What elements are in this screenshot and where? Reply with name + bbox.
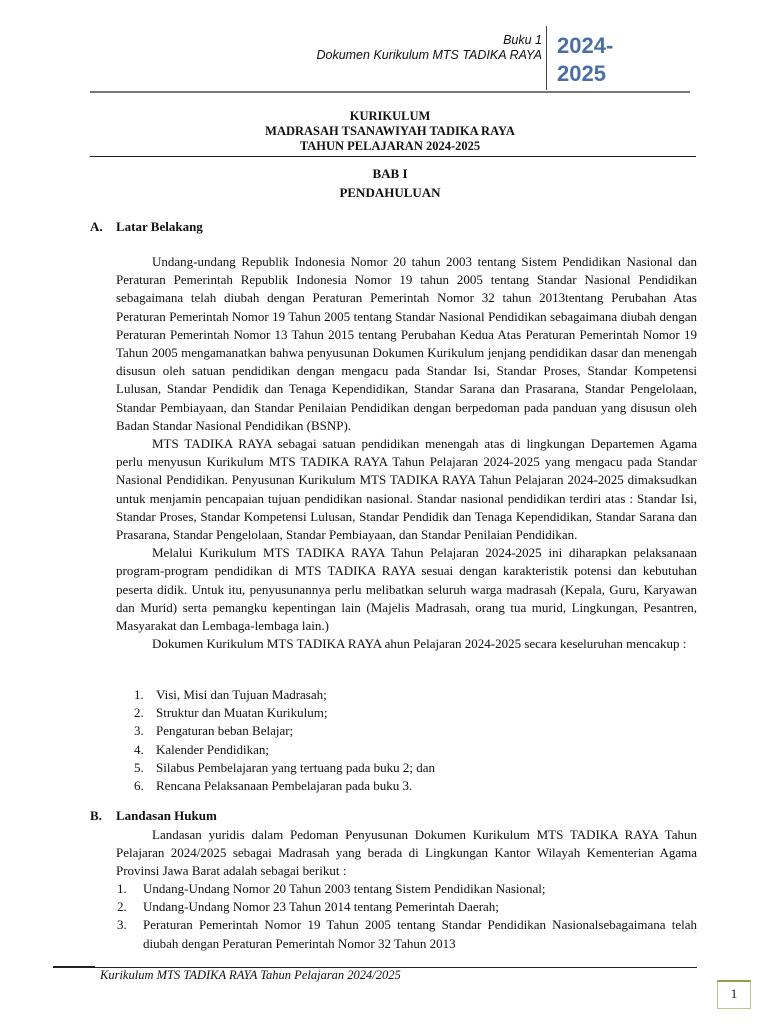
list-item: 6. Rencana Pelaksanaan Pembelajaran pada buku 3. (134, 778, 413, 794)
header-year-line1: 2024- (557, 33, 614, 58)
section-b-body (116, 826, 697, 881)
section-a-list (134, 686, 694, 795)
list-item: 1. Undang-Undang Nomor 20 Tahun 2003 tentang Sistem Pendidikan Nasional; (117, 881, 546, 896)
section-a-letter: A. (90, 219, 103, 234)
section-b-title: Landasan Hukum (116, 808, 217, 823)
header-separator (546, 26, 547, 90)
header-book-label: Buku 1 (503, 33, 542, 47)
title-line-3: TAHUN PELAJARAN 2024-2025 (299, 139, 481, 153)
section-b-letter: B. (90, 808, 102, 823)
section-a-heading (90, 219, 390, 237)
title-line-2: MADRASAH TSANAWIYAH TADIKA RAYA (265, 124, 515, 138)
section-a-paragraph-4: Dokumen Kurikulum MTS TADIKA RAYA ahun Pelajaran 2024-2025 secara keseluruhan mencakup : (152, 636, 687, 652)
page-number: 1 (717, 980, 751, 1009)
section-a-paragraph-3: Melalui Kurikulum MTS TADIKA RAYA Tahun Pelajaran 2024-2025 ini diharapkan pelaksanaan program-program pendidikan di MTS TADIKA RAYA sesuai dengan karakteristik potensi dan kebutuhan peserta didik. Untuk itu, penyusunannya perlu melibatkan seluruh warga madrasah (Kepala, Guru, Karyawan dan Murid) serta pemangku kepentingan lain (Majelis Madrasah, orang tua murid, Lingkungan, Pesantren, Masyarakat dan Lembaga-lembaga lain.) (116, 545, 697, 634)
list-item: 4. Kalender Pendidikan; (134, 741, 269, 757)
footer-text: Kurikulum MTS TADIKA RAYA Tahun Pelajaran 2024/2025 (100, 968, 401, 982)
list-item: 2. Undang-Undang Nomor 23 Tahun 2014 tentang Pemerintah Daerah; (117, 899, 499, 915)
title-rule (90, 156, 696, 157)
list-item: 2. Struktur dan Muatan Kurikulum; (134, 705, 328, 721)
chapter-number: BAB I (372, 166, 408, 181)
header-year (557, 32, 613, 88)
section-a-body (116, 253, 697, 653)
section-b-list (117, 880, 697, 953)
header-document-name: Dokumen Kurikulum MTS TADIKA RAYA (316, 48, 542, 62)
list-item: 3. Peraturan Pemerintah Nomor 19 Tahun 2005 tentang Standar Pendidikan Nasionalsebagaimana telah diubah dengan Peraturan Pemerintah Nomor 32 Tahun 2013 (117, 917, 697, 951)
section-b-heading (90, 808, 390, 826)
list-item: 1. Visi, Misi dan Tujuan Madrasah; (134, 687, 327, 702)
list-item: 5. Silabus Pembelajaran yang tertuang pada buku 2; dan (134, 759, 436, 775)
section-a-paragraph-2: MTS TADIKA RAYA sebagai satuan pendidikan menengah atas di lingkungan Departemen Agama perlu menyusun Kurikulum MTS TADIKA RAYA Tahun Pelajaran 2024-2025 yang mengacu pada Standar Nasional Pendidikan. Penyusunan Kurikulum MTS TADIKA RAYA Tahun Pelajaran 2024-2025 dimaksudkan untuk menjamin pencapaian tujuan pendidikan nasional. Standar nasional pendidikan terdiri atas : Standar Isi, Standar Proses, Standar Kompetensi Lulusan, Standar Pendidik dan Tenaga Kependidikan, Standar Sarana dan Prasarana, Standar Pengelolaan, Standar Pembiayaan, dan Standar Penilaian Pendidikan. (116, 436, 697, 543)
section-b-paragraph: Landasan yuridis dalam Pedoman Penyusunan Dokumen Kurikulum MTS TADIKA RAYA Tahun Pelajaran 2024/2025 sebagai Madrasah yang berada di Lingkungan Kantor Wilayah Kementerian Agama Provinsi Jawa Barat adalah sebagai berikut : (116, 827, 697, 879)
section-a-title: Latar Belakang (116, 219, 203, 234)
section-a-paragraph-1: Undang-undang Republik Indonesia Nomor 20 tahun 2003 tentang Sistem Pendidikan Nasional dan Peraturan Pemerintah Republik Indonesia Nomor 19 tahun 2005 tentang Standar Nasional Pendidikan sebagaimana telah diubah dengan Peraturan Pemerintah Nomor 32 tahun 2013tentang Perubahan Atas Peraturan Pemerintah Nomor 19 Tahun 2005 tentang Standar Nasional Pendidikan sebagaimana diubah dengan Peraturan Pemerintah Nomor 13 Tahun 2015 tentang Perubahan Kedua Atas Peraturan Pemerintah Nomor 19 Tahun 2005 mengamanatkan bahwa penyusunan Dokumen Kurikulum jenjang pendidikan dasar dan menengah disusun oleh satuan pendidikan dengan mengacu pada Standar Isi, Standar Proses, Standar Kompetensi Lulusan, Standar Pendidik dan Tenaga Kependidikan, Standar Sarana dan Prasarana, Standar Pengelolaan, Standar Pembiayaan, dan Standar Penilaian Pendidikan dengan berpedoman pada panduan yang disusun oleh Badan Standar Nasional Pendidikan (BSNP). (116, 254, 697, 433)
title-line-1: KURIKULUM (349, 109, 431, 123)
chapter-name: PENDAHULUAN (339, 185, 441, 200)
header-year-line2: 2025 (557, 61, 606, 86)
list-item: 3. Pengaturan beban Belajar; (134, 723, 294, 739)
header-rule (90, 91, 690, 93)
